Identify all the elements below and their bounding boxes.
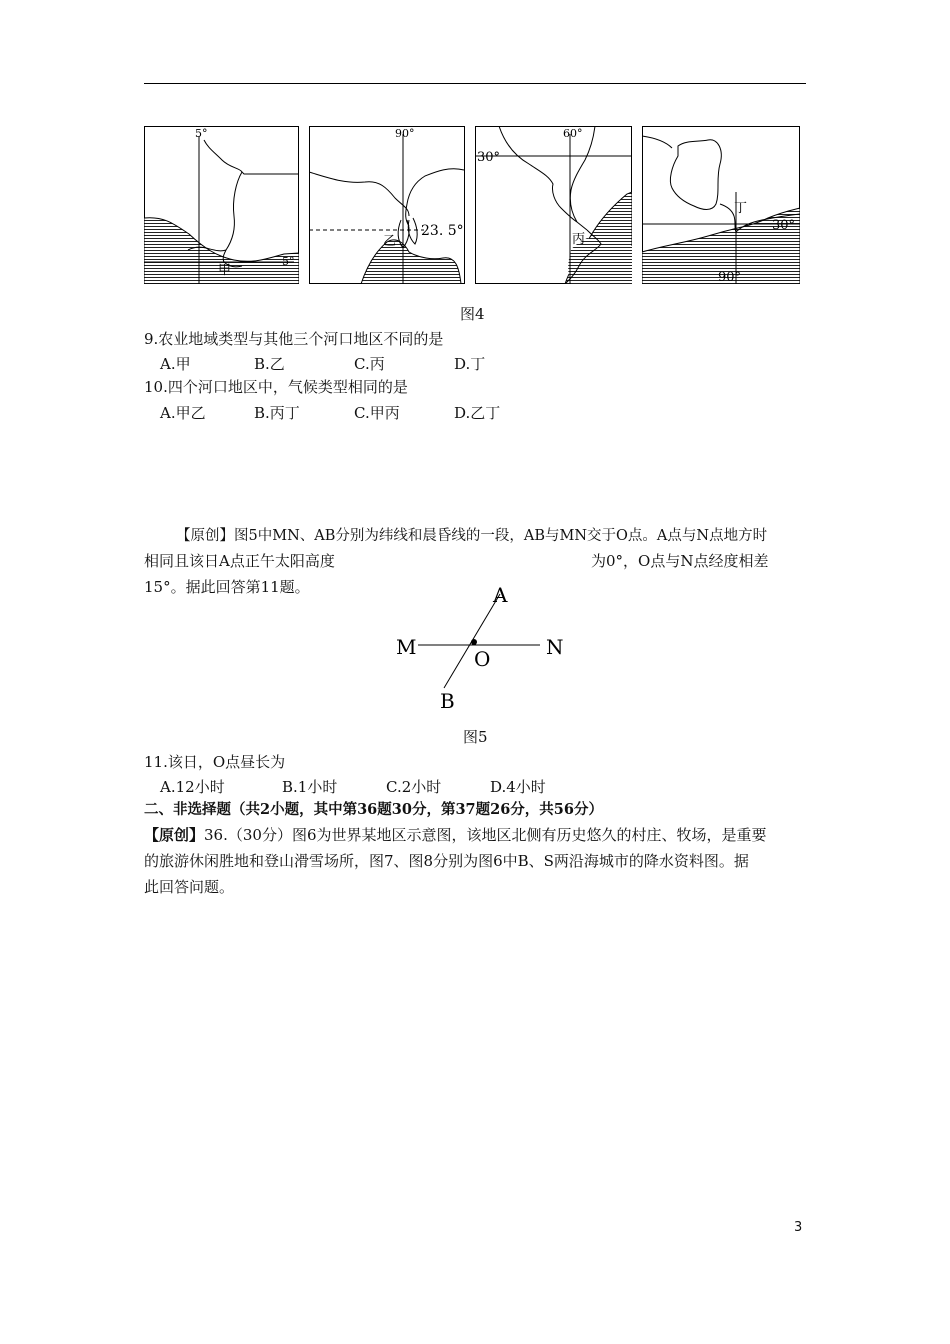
q11-option-a: A.12小时	[160, 778, 225, 796]
intro11-line2a: 相同且该日A点正午太阳高度	[144, 552, 335, 570]
point-o	[471, 639, 477, 645]
label-90deg-top: 90°	[395, 127, 415, 140]
figure5-caption: 图5	[463, 728, 488, 746]
header-rule	[144, 83, 806, 84]
label-30deg: 30°	[477, 150, 501, 165]
map-ding	[642, 126, 800, 284]
q10-option-d: D.乙丁	[454, 404, 501, 422]
intro11-line3: 15°。据此回答第11题。	[144, 578, 310, 596]
label-a: A	[493, 583, 508, 607]
q11-option-d: D.4小时	[490, 778, 546, 796]
q9-option-b: B.乙	[254, 355, 285, 373]
label-30deg-map4: 30°	[772, 218, 796, 233]
label-o: O	[474, 647, 491, 671]
q11-option-c: C.2小时	[386, 778, 442, 796]
section2-heading: 二、非选择题（共2小题，其中第36题30分，第37题26分，共56分）	[144, 801, 603, 818]
q36-line1-text: 36.（30分）图6为世界某地区示意图，该地区北侧有历史悠久的村庄、牧场，是重要	[204, 826, 767, 844]
q9-option-c: C.丙	[354, 355, 385, 373]
intro11-line1: 【原创】图5中MN、AB分别为纬线和晨昏线的一段，AB与MN交于O点。A点与N点地方时	[176, 528, 768, 544]
map-jia	[144, 126, 299, 284]
label-5deg-right: 5°	[282, 255, 295, 268]
q11-stem: 11.该日，O点昼长为	[144, 753, 286, 771]
map-bing	[475, 126, 632, 284]
label-ding: 丁	[734, 201, 748, 216]
q9-option-d: D.丁	[454, 355, 486, 373]
intro11-line2b: 为0°，O点与N点经度相差	[591, 552, 769, 570]
label-n: N	[546, 635, 564, 659]
q10-option-c: C.甲丙	[354, 404, 400, 422]
label-5deg-top: 5°	[195, 127, 208, 140]
label-90deg-map4: 90°	[718, 270, 742, 284]
q11-option-b: B.1小时	[282, 778, 338, 796]
label-m: M	[396, 635, 417, 659]
label-yi: 乙	[383, 234, 397, 249]
label-b: B	[440, 689, 455, 713]
q9-option-a: A.甲	[160, 355, 191, 373]
q36-line1	[144, 825, 767, 845]
q36-line2: 的旅游休闲胜地和登山滑雪场所，图7、图8分别为图6中B、S两沿海城市的降水资料图。据	[144, 852, 749, 870]
label-bing: 丙	[572, 232, 586, 247]
q10-option-a: A.甲乙	[160, 404, 206, 422]
q9-stem: 9.农业地域类型与其他三个河口地区不同的是	[144, 330, 444, 348]
figure5-diagram	[390, 578, 570, 714]
q36-tag: 【原创】	[144, 826, 205, 844]
label-60deg: 60°	[563, 127, 583, 140]
label-23-5deg: 23. 5°	[421, 223, 464, 239]
q36-line3: 此回答问题。	[144, 878, 235, 896]
q10-option-b: B.丙丁	[254, 404, 300, 422]
figure4-caption: 图4	[460, 305, 485, 323]
map-yi	[309, 126, 465, 284]
label-jia: 甲	[218, 263, 232, 278]
page-number: 3	[794, 1220, 803, 1235]
q10-stem: 10.四个河口地区中，气候类型相同的是	[144, 378, 408, 396]
